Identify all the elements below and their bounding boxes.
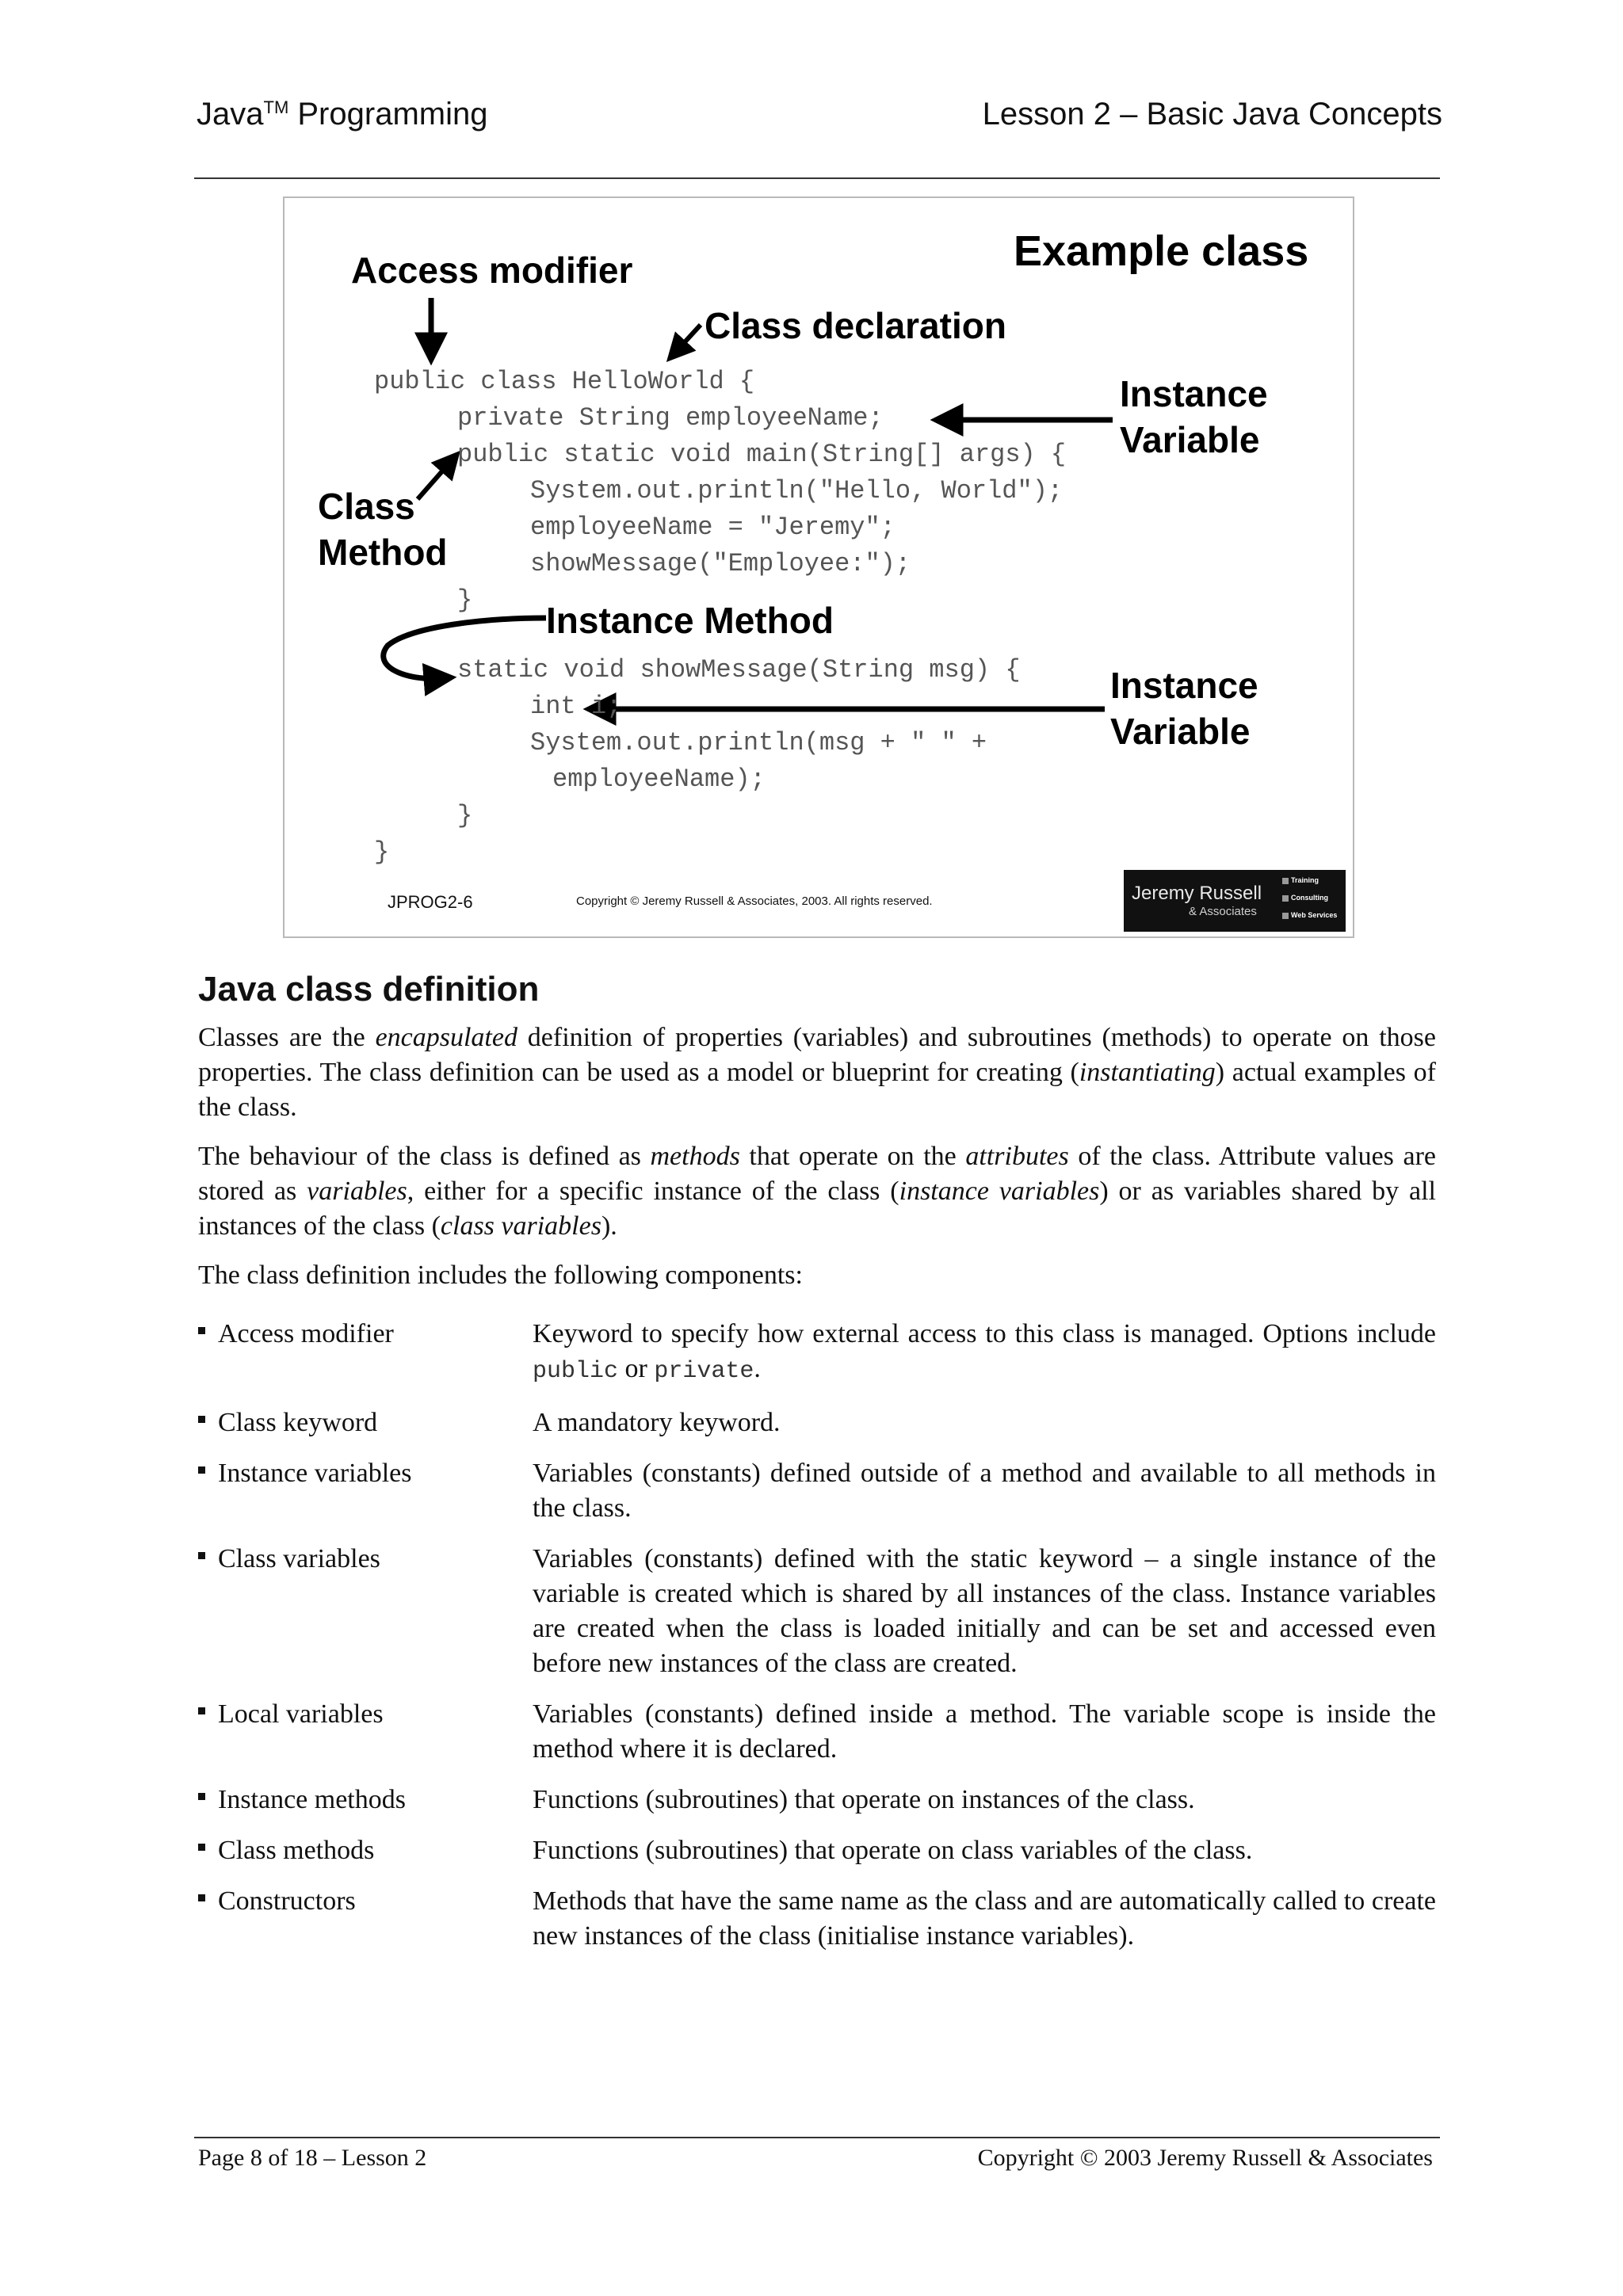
label-class-declaration: Class declaration xyxy=(705,305,1006,346)
list-item xyxy=(198,1697,1436,1767)
footer-copyright: Copyright © 2003 Jeremy Russell & Associates xyxy=(977,2145,1433,2171)
label-instance-variable-2-line2: Variable xyxy=(1110,711,1251,752)
component-term-label: Access modifier xyxy=(218,1319,394,1348)
component-term-label: Local variables xyxy=(218,1699,384,1729)
code-line: showMessage("Employee:"); xyxy=(530,549,911,578)
logo-item-consulting-label: Consulting xyxy=(1291,894,1328,902)
paragraph-behaviour xyxy=(198,1139,1436,1244)
slide-id: JPROG2-6 xyxy=(388,892,473,912)
code-private: private xyxy=(654,1358,754,1385)
p2-text-c: that operate on the xyxy=(739,1142,966,1171)
trademark-symbol: TM xyxy=(263,97,289,117)
slide-copyright: Copyright © Jeremy Russell & Associates, 2003. All rights reserved. xyxy=(576,894,933,908)
p1-text-c: definition of properties (variables) and subroutines (methods) to operate on those properties. The class definition can be used as a model or blueprint for creating ( xyxy=(198,1023,1436,1087)
label-class-method xyxy=(318,483,448,575)
code-line: employeeName); xyxy=(552,765,766,794)
component-term xyxy=(198,1542,531,1577)
component-desc-text-b: or xyxy=(618,1354,655,1383)
p2-text-a: The behaviour of the class is defined as xyxy=(198,1142,651,1171)
list-item xyxy=(198,1405,1436,1440)
component-term-label: Class methods xyxy=(218,1836,375,1865)
p1-emphasis-encapsulated: encapsulated xyxy=(375,1023,517,1052)
code-line: System.out.println(msg + " " + xyxy=(530,728,987,757)
component-term-label: Instance methods xyxy=(218,1785,406,1814)
p2-text-k: ). xyxy=(601,1211,617,1241)
logo-item-web-services-label: Web Services xyxy=(1291,911,1338,919)
component-description: Functions (subroutines) that operate on class variables of the class. xyxy=(533,1836,1253,1865)
code-line: System.out.println("Hello, World"); xyxy=(530,476,1064,505)
list-item xyxy=(198,1542,1436,1681)
bullet-icon xyxy=(198,1466,205,1474)
logo-item-training xyxy=(1282,876,1319,884)
component-term-label: Instance variables xyxy=(218,1459,412,1488)
logo-name: Jeremy Russell xyxy=(1132,883,1262,904)
square-icon xyxy=(1282,913,1289,919)
p2-text-i: ) or as variables shared by all instances of the class ( xyxy=(198,1177,1436,1241)
logo-subtitle: & Associates xyxy=(1189,905,1257,918)
list-item xyxy=(198,1783,1436,1817)
code-line: int i; xyxy=(530,692,622,721)
label-instance-variable-1-line2: Variable xyxy=(1120,419,1260,460)
p1-text-a: Classes are the xyxy=(198,1023,376,1052)
label-class-method-line2: Method xyxy=(318,532,448,573)
code-line: public class HelloWorld { xyxy=(374,367,755,396)
bullet-icon xyxy=(198,1327,205,1334)
label-instance-method: Instance Method xyxy=(546,600,834,641)
code-line: static void showMessage(String msg) { xyxy=(457,655,1021,685)
header-lesson: Lesson 2 – Basic Java Concepts xyxy=(982,97,1442,132)
list-item xyxy=(198,1833,1436,1868)
square-icon xyxy=(1282,878,1289,884)
example-class-slide xyxy=(283,196,1354,938)
code-line: } xyxy=(374,837,390,867)
component-term-label: Constructors xyxy=(218,1886,356,1916)
label-instance-variable-1-line1: Instance xyxy=(1120,373,1268,414)
component-description: Variables (constants) defined inside a method. The variable scope is inside the method where it is declared. xyxy=(533,1699,1436,1764)
bullet-icon xyxy=(198,1894,205,1901)
p2-text-g: , either for a specific instance of the class ( xyxy=(407,1177,899,1206)
label-instance-variable-2-line1: Instance xyxy=(1110,665,1258,706)
slide-title: Example class xyxy=(1014,227,1309,275)
paragraph-components-intro: The class definition includes the following components: xyxy=(198,1261,803,1290)
p2-text-e: of the class. Attribute values are stored as xyxy=(198,1142,1436,1206)
list-item xyxy=(198,1317,1436,1389)
section-title: Java class definition xyxy=(198,970,540,1009)
p1-emphasis-instantiating: instantiating xyxy=(1079,1058,1216,1087)
component-description: Functions (subroutines) that operate on instances of the class. xyxy=(533,1785,1195,1814)
list-item xyxy=(198,1884,1436,1954)
component-description xyxy=(533,1317,1436,1389)
code-line: public static void main(String[] args) { xyxy=(457,440,1067,469)
component-description: Methods that have the same name as the class and are automatically called to create new instances of the class (initialise instance variables). xyxy=(533,1886,1436,1951)
code-line: } xyxy=(457,585,473,615)
header-title-java: Java xyxy=(197,97,264,132)
logo-item-consulting xyxy=(1282,894,1328,902)
component-description: Variables (constants) defined with the static keyword – a single instance of the variable is created which is shared by all instances of the class. Instance variables are created when the class is loaded initially and can be set and accessed even before new instances of the class are created. xyxy=(533,1544,1436,1678)
component-term xyxy=(198,1456,531,1491)
p2-emphasis-methods: methods xyxy=(650,1142,740,1171)
logo-item-training-label: Training xyxy=(1291,876,1319,884)
p2-emphasis-variables: variables xyxy=(307,1177,407,1206)
footer-page-number: Page 8 of 18 – Lesson 2 xyxy=(198,2145,427,2171)
p2-emphasis-instance-variables: instance variables xyxy=(899,1177,1100,1206)
bullet-icon xyxy=(198,1707,205,1714)
company-logo xyxy=(1124,870,1346,932)
p1-text-e: ) actual examples of the class. xyxy=(198,1058,1436,1122)
component-description: A mandatory keyword. xyxy=(533,1408,781,1437)
p2-emphasis-attributes: attributes xyxy=(965,1142,1069,1171)
component-term xyxy=(198,1783,531,1817)
label-access-modifier: Access modifier xyxy=(351,250,633,291)
bullet-icon xyxy=(198,1416,205,1423)
code-public: public xyxy=(533,1358,619,1385)
component-term xyxy=(198,1405,531,1440)
header-divider xyxy=(194,177,1440,179)
code-line: private String employeeName; xyxy=(457,403,884,433)
component-term xyxy=(198,1833,531,1868)
component-description: Variables (constants) defined outside of a method and available to all methods in the class. xyxy=(533,1459,1436,1523)
bullet-icon xyxy=(198,1793,205,1800)
p2-emphasis-class-variables: class variables xyxy=(440,1211,601,1241)
component-term xyxy=(198,1697,531,1732)
list-item xyxy=(198,1456,1436,1526)
label-class-method-line1: Class xyxy=(318,486,415,527)
component-term-label: Class variables xyxy=(218,1544,380,1573)
paragraph-classes xyxy=(198,1020,1436,1125)
component-desc-text-c: . xyxy=(754,1354,761,1383)
class-declaration-arrow xyxy=(674,325,701,353)
bullet-icon xyxy=(198,1552,205,1559)
label-instance-variable-1 xyxy=(1120,371,1268,463)
square-icon xyxy=(1282,895,1289,902)
label-instance-variable-2 xyxy=(1110,662,1258,754)
bullet-icon xyxy=(198,1844,205,1851)
code-line: employeeName = "Jeremy"; xyxy=(530,513,896,542)
component-term-label: Class keyword xyxy=(218,1408,378,1437)
component-term xyxy=(198,1317,531,1352)
logo-item-web-services xyxy=(1282,911,1337,919)
footer-divider xyxy=(194,2137,1440,2138)
component-desc-text-a: Keyword to specify how external access to this class is managed. Options include xyxy=(533,1319,1436,1348)
header-title-programming: Programming xyxy=(288,97,488,132)
component-term xyxy=(198,1884,531,1919)
header-title xyxy=(197,97,487,132)
code-line: } xyxy=(457,801,473,830)
